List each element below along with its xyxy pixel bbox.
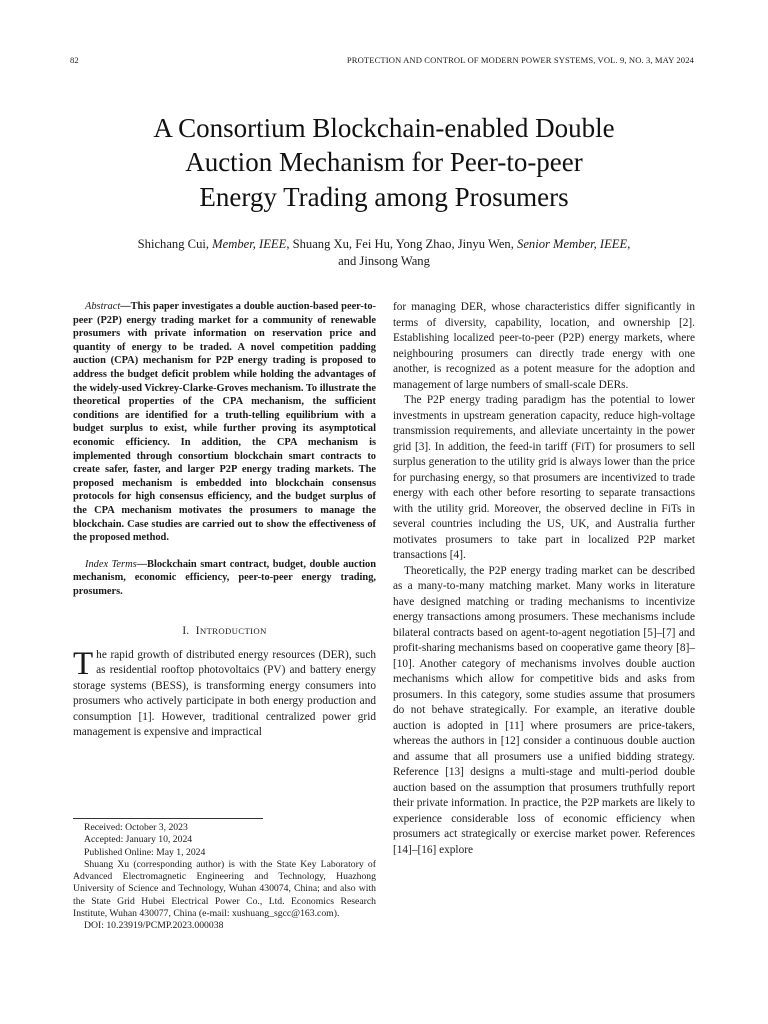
intro-text: he rapid growth of distributed energy resources (DER), such as residential rooftop photovoltaics (PV) and battery energy storage systems (BESS), is transforming energy consumers into prosumers who actively participate in both energy production and consumption [1]. However, traditional centralized power grid management is expensive and impractical bbox=[73, 648, 376, 739]
section-initial: I bbox=[195, 625, 200, 638]
abstract-lead: Abstract bbox=[85, 301, 121, 312]
title-line: Auction Mechanism for Peer-to-peer bbox=[185, 147, 583, 178]
footnote-divider bbox=[73, 818, 263, 819]
index-terms bbox=[73, 558, 376, 599]
journal-name: PROTECTION AND CONTROL OF MODERN POWER SYSTEMS, VOL. 9, NO. 3, MAY 2024 bbox=[346, 55, 694, 65]
left-column bbox=[73, 300, 376, 741]
intro-paragraph bbox=[73, 645, 376, 741]
paper-title bbox=[60, 111, 708, 214]
index-terms-text: —Blockchain smart contract, budget, double auction mechanism, economic efficiency, peer-to-peer energy trading, prosumers. bbox=[73, 558, 376, 597]
footnote-doi: DOI: 10.23919/PCMP.2023.000038 bbox=[84, 920, 224, 932]
author-line-1 bbox=[60, 236, 708, 253]
running-header bbox=[70, 55, 694, 65]
author-text: , Shuang Xu, Fei Hu, Yong Zhao, Jinyu Wen, bbox=[286, 237, 518, 251]
body-paragraph: for managing DER, whose characteristics differ significantly in terms of diversity, capability, location, and ownership [2]. Establishing localized peer-to-peer (P2P) energy markets, where neighbouring prosumers can directly trade energy with one another, is recognized as a potent measure for the adoption and management of large numbers of small-scale DERs. bbox=[393, 301, 695, 391]
section-number: I. bbox=[182, 625, 190, 638]
author-role: Senior Member, IEEE bbox=[517, 237, 628, 251]
abstract-text: —This paper investigates a double auction-based peer-to-peer (P2P) energy trading market for a community of renewable prosumers with private information on reservation price and quantity of energy to be traded. A novel competition padding auction (CPA) mechanism for P2P energy trading is proposed to address the budget deficit problem while holding the advantages of the widely-used Vickrey-Clarke-Groves mechanism. To illustrate the theoretical properties of the CPA mechanism, the sufficient conditions are identified for a truth-telling equilibrium with a budget surplus to exist, while further proving its asymptotical economic efficiency. In addition, the CPA mechanism is implemented through consortium blockchain smart contracts to create safer, faster, and larger P2P energy trading markets. The proposed mechanism is embedded into blockchain consensus protocols for high consensus efficiency, and the budget surplus of the CPA mechanism motivates the prosumers to manage the blockchain. Case studies are carried out to show the effectiveness of the proposed method. bbox=[73, 301, 376, 544]
index-terms-lead: Index Terms bbox=[85, 558, 137, 570]
title-line: Energy Trading among Prosumers bbox=[199, 181, 569, 212]
footnote-published: Published Online: May 1, 2024 bbox=[84, 846, 206, 858]
section-title-rest: NTRODUCTION bbox=[199, 626, 267, 637]
author-role: Member, IEEE bbox=[212, 237, 287, 251]
body-paragraph: The P2P energy trading paradigm has the potential to lower investments in upstream generation capacity, reduce high-voltage transmission requirements, and alleviate uncertainty in the power grid [3]. In addition, the feed-in tariff (FiT) for prosumers to sell surplus generation to the utility grid is always lower than the price for purchasing energy, so that prosumers are incentivized to trade energy with each other before resorting to separate transactions with the utility grid. Moreover, the observed decline in FiTs in several countries including the US, UK, and Australia further motivates prosumers to take part in localized P2P market transactions [4]. bbox=[393, 394, 695, 561]
footnote-affiliation: Shuang Xu (corresponding author) is with the State Key Laboratory of Advanced Electromagnetic Engineering and Technology, Huazhong University of Science and Technology, Wuhan 430074, China; and also with the State Grid Hubei Electrical Power Co., Ltd. Economics Research Institute, Wuhan 430077, China (e-mail: xushuang_sgcc@163.com). bbox=[73, 858, 376, 920]
footnote-received: Received: October 3, 2023 bbox=[84, 822, 188, 833]
abstract bbox=[73, 300, 376, 545]
author-text: , bbox=[627, 237, 631, 251]
right-column bbox=[393, 300, 695, 858]
footnote-accepted: Accepted: January 10, 2024 bbox=[84, 834, 193, 846]
page-number: 82 bbox=[70, 55, 79, 65]
section-heading bbox=[73, 624, 376, 640]
title-line: A Consortium Blockchain-enabled Double bbox=[153, 113, 615, 143]
footnotes bbox=[73, 822, 376, 933]
author-line-2: and Jinsong Wang bbox=[338, 253, 430, 268]
drop-cap: T bbox=[73, 645, 94, 682]
body-paragraph: Theoretically, the P2P energy trading market can be described as a many-to-many matching market. Many works in literature have designed matching or trading mechanisms to incentivize energy transactions among prosumers. These mechanisms include bilateral contracts based on agent-to-agent negotiation [5]–[7] and profit-sharing mechanisms based on cooperative game theory [8]–[10]. Another category of mechanisms involves double auction mechanisms which allow for competitive bids and asks from prosumers. In this category, some studies assume that prosumers do not behave strategically. For example, an iterative double auction is adopted in [11] where prosumers are price-takers, whereas the authors in [12] consider a continuous double auction and assume that all prosumers use a unified bidding strategy. Reference [13] designs a multi-stage and multi-period double auction based on the assumption that prosumers truthfully report their private information. In practice, the P2P markets are likely to experience considerable loss of economic efficiency when prosumers act strategically or exercise market power. References [14]–[16] explore bbox=[393, 564, 695, 856]
author-text: Shichang Cui, bbox=[137, 237, 213, 251]
author-list bbox=[60, 236, 708, 269]
